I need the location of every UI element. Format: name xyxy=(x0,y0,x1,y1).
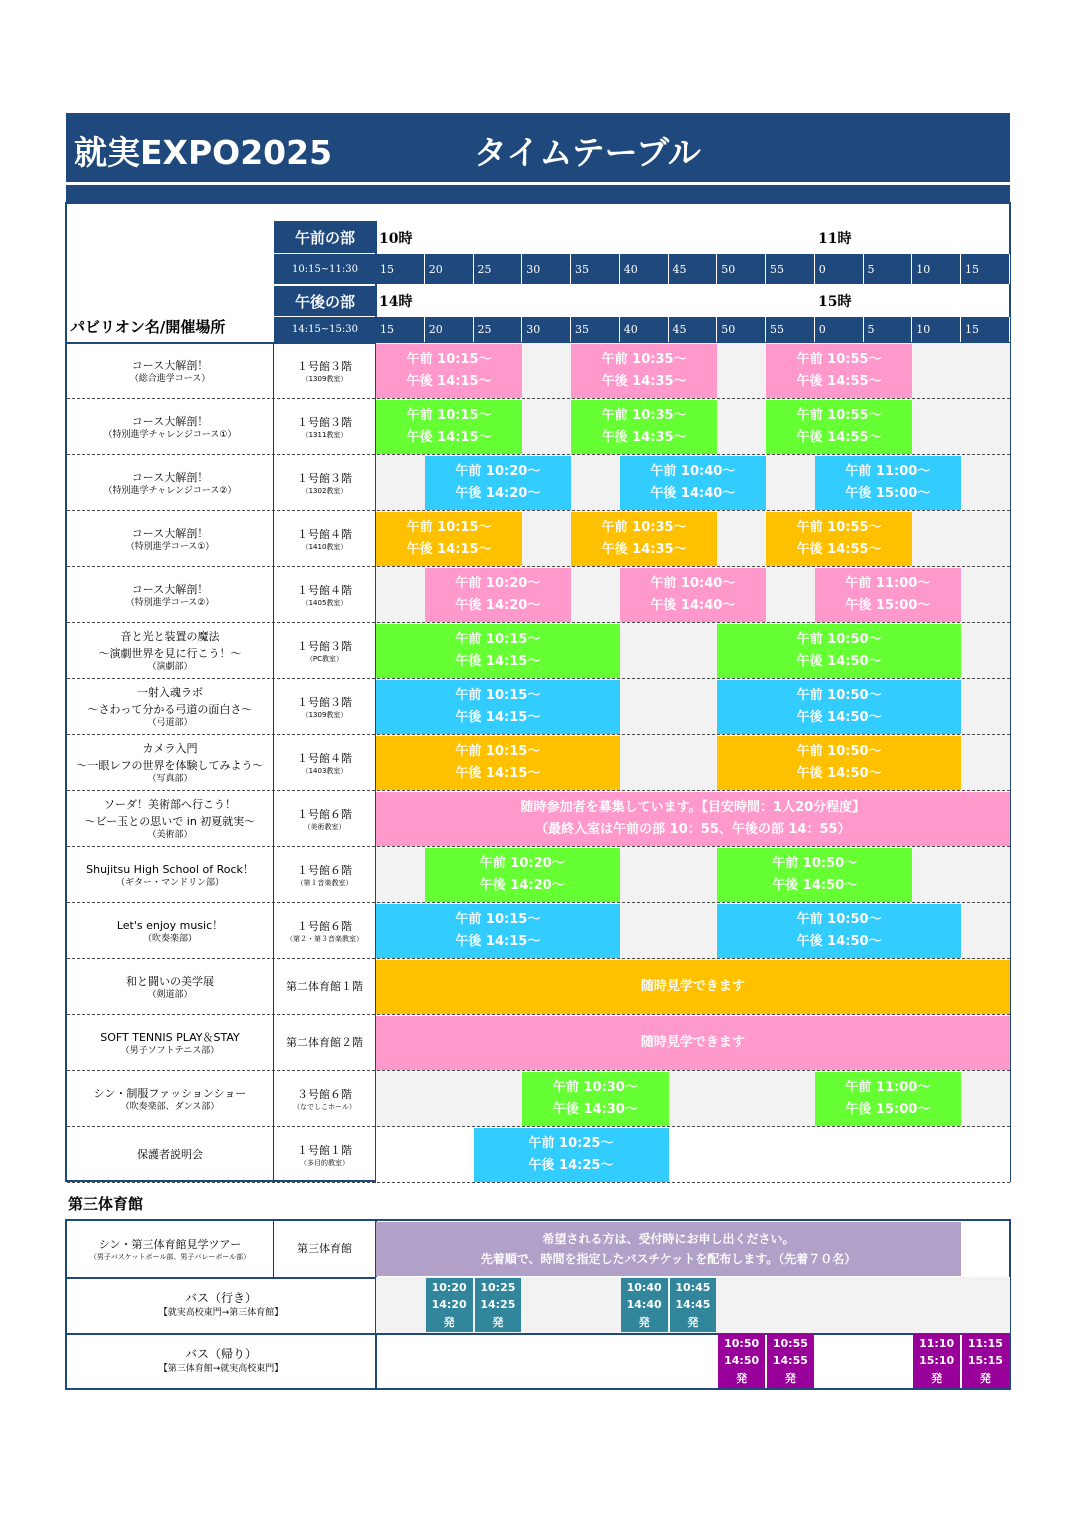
bus-ticket-line: 発 xyxy=(687,1315,699,1329)
venue-line: （多目的教室） xyxy=(300,1158,349,1167)
pavilion-name xyxy=(67,679,273,735)
session-slot[interactable] xyxy=(717,848,912,902)
bus-ticket-line: 15:15 xyxy=(967,1354,1003,1368)
session-slot-line: 午前 10:50～ xyxy=(772,855,858,871)
venue-line: １号館３階 xyxy=(297,695,352,709)
session-slot-line: 午後 14:15～ xyxy=(455,654,541,669)
session-slot[interactable] xyxy=(571,512,717,566)
pm-tick: 15 xyxy=(376,317,425,342)
venue-line: １号館３階 xyxy=(297,415,352,429)
session-slot-line: 午後 14:40～ xyxy=(650,486,736,501)
session-slot[interactable] xyxy=(376,792,1010,846)
tour-notice xyxy=(376,1222,961,1276)
am-hour-11: 11時 xyxy=(818,231,852,247)
bus-route: 【就実高校東門→第三体育館】 xyxy=(158,1308,284,1319)
pavilion-name-line: 和と闘いの美学展 xyxy=(126,974,214,988)
venue-line: 第二体育館１階 xyxy=(286,980,363,994)
am-tick: 20 xyxy=(425,254,474,284)
venue-line: （第２・第３音楽教室） xyxy=(286,934,363,943)
pm-tick: 5 xyxy=(864,317,913,342)
session-slot-line: 午後 14:25～ xyxy=(528,1158,614,1173)
venue xyxy=(274,567,375,623)
session-slot-line: 午後 14:50～ xyxy=(796,710,882,725)
session-slot[interactable] xyxy=(766,512,912,566)
am-tick: 15 xyxy=(961,254,1010,284)
venue xyxy=(274,1127,375,1183)
venue xyxy=(274,455,375,511)
pm-tick: 50 xyxy=(717,317,766,342)
session-slot-line: 午前 10:50～ xyxy=(796,631,882,647)
session-slot-line: 午前 11:00～ xyxy=(845,1079,931,1095)
pavilion-name-line: （吹奏楽部） xyxy=(142,933,197,944)
session-slot-line: 午後 14:15～ xyxy=(455,934,541,949)
venue-line: １号館３階 xyxy=(297,639,352,653)
pavilion-name-line: （特別進学チャレンジコース①） xyxy=(103,429,237,440)
session-slot-line: 随時見学できます xyxy=(640,978,745,994)
bus-ticket-slot[interactable] xyxy=(962,1334,1009,1388)
am-session-label: 午前の部 xyxy=(274,221,376,253)
pavilion-name-line: Let's enjoy music！ xyxy=(116,918,224,932)
bus-ticket-line: 14:50 xyxy=(724,1354,760,1368)
bus-ticket-line: 発 xyxy=(979,1371,991,1385)
am-tick: 40 xyxy=(620,254,669,284)
event-title: 就実EXPO2025 xyxy=(74,133,333,172)
session-slot[interactable] xyxy=(376,680,620,734)
session-slot-line: 午後 14:35～ xyxy=(601,430,687,445)
session-slot[interactable] xyxy=(766,400,912,454)
am-tick: 55 xyxy=(766,254,815,284)
bus-name: バス（行き） xyxy=(184,1290,257,1305)
bus-ticket-line: 11:10 xyxy=(919,1337,955,1351)
session-slot-line: 午後 15:00～ xyxy=(845,486,931,501)
pavilion-name-line: （剣道部） xyxy=(147,989,193,1000)
am-tick: 5 xyxy=(864,254,913,284)
am-tick: 0 xyxy=(815,254,864,284)
bus-ticket-slot[interactable] xyxy=(913,1334,960,1388)
session-slot-line: 午前 10:55～ xyxy=(796,407,882,423)
pavilion-name xyxy=(67,623,273,679)
session-slot-line: 午前 10:15～ xyxy=(406,407,492,423)
venue-line: 第二体育館２階 xyxy=(286,1036,363,1050)
venue xyxy=(274,1071,375,1127)
pavilion-name-line: ソーダ！美術部へ行こう！ xyxy=(104,798,236,812)
am-tick: 10 xyxy=(912,254,961,284)
pavilion-name-line: （特別進学コース①） xyxy=(125,541,215,552)
session-slot[interactable] xyxy=(376,736,620,790)
session-slot[interactable] xyxy=(717,736,961,790)
session-slot-line: 午後 14:15～ xyxy=(406,430,492,445)
pavilion-name-line: （演劇部） xyxy=(147,662,193,673)
session-slot-line: 午後 14:50～ xyxy=(796,934,882,949)
venue xyxy=(274,399,375,455)
title-bar xyxy=(66,113,1010,182)
pavilion-name xyxy=(67,455,273,511)
am-tick: 50 xyxy=(717,254,766,284)
pavilion-name-line: （写真部） xyxy=(147,774,193,785)
bus-ticket-line: 10:20 xyxy=(431,1281,467,1295)
row-divider xyxy=(67,1182,1010,1183)
bus-ticket-line: 14:25 xyxy=(480,1298,516,1312)
session-slot[interactable] xyxy=(522,1072,668,1126)
session-slot-line: 午後 14:20～ xyxy=(455,598,541,613)
session-slot[interactable] xyxy=(571,400,717,454)
venue xyxy=(274,903,375,959)
session-slot-line: 午後 14:55～ xyxy=(796,430,882,445)
pm-session-range: 14:15~15:30 xyxy=(274,317,376,342)
venue-line: １号館６階 xyxy=(297,919,352,933)
venue xyxy=(274,791,375,847)
session-slot[interactable] xyxy=(376,624,620,678)
pavilion-name-line: コース大解剖！ xyxy=(131,582,209,596)
pavilion-name-line: Shujitsu High School of Rock！ xyxy=(86,862,254,876)
session-slot-line: 午後 14:30～ xyxy=(552,1102,638,1117)
bus-ticket-line: 15:10 xyxy=(919,1354,955,1368)
session-slot[interactable] xyxy=(376,960,1010,1014)
session-slot-line: 午後 14:50～ xyxy=(796,654,882,669)
session-slot-line: 午前 11:00～ xyxy=(845,575,931,591)
session-slot[interactable] xyxy=(766,344,912,398)
venue xyxy=(274,847,375,903)
session-slot[interactable] xyxy=(717,904,961,958)
session-slot-line: 午後 14:15～ xyxy=(406,542,492,557)
session-slot-line: 午前 10:15～ xyxy=(455,631,541,647)
pavilion-name-line: （美術部） xyxy=(147,830,193,841)
title-strip xyxy=(66,185,1010,202)
section-title: 第三体育館 xyxy=(68,1195,144,1213)
pavilion-name-line: カメラ入門 xyxy=(142,742,198,756)
venue-line: （1309教室） xyxy=(301,710,348,719)
bus-ticket-slot[interactable] xyxy=(718,1334,765,1388)
pavilion-name xyxy=(67,399,273,455)
bus-ticket-slot[interactable] xyxy=(767,1334,814,1388)
venue-line: （1405教室） xyxy=(301,598,348,607)
session-slot-line: 午後 14:20～ xyxy=(455,486,541,501)
venue-line: （第１音楽教室） xyxy=(296,878,353,887)
venue-line: （1311教室） xyxy=(301,430,348,439)
pm-tick: 55 xyxy=(766,317,815,342)
session-slot-line: 午前 10:40～ xyxy=(650,463,736,479)
pavilion-name-line: （弓道部） xyxy=(147,718,193,729)
bus-ticket-slot[interactable] xyxy=(621,1278,668,1332)
venue-line: １号館４階 xyxy=(297,527,352,541)
venue-line: １号館４階 xyxy=(297,583,352,597)
pm-hour-14: 14時 xyxy=(379,294,413,310)
bus-ticket-line: 11:15 xyxy=(967,1337,1003,1351)
pavilion-name-line: ～演劇世界を見に行こう！～ xyxy=(98,647,242,661)
pavilion-name-line: シン・制服ファッションショー xyxy=(93,1086,247,1100)
venue-line: （1403教室） xyxy=(301,766,348,775)
pm-tick: 35 xyxy=(571,317,620,342)
bus-ticket-line: 発 xyxy=(784,1371,796,1385)
session-slot-line: 午前 11:00～ xyxy=(845,463,931,479)
bus-ticket-line: 10:50 xyxy=(724,1337,760,1351)
am-tick: 35 xyxy=(571,254,620,284)
pavilion-name-line: ～ビー玉との思いで in 初夏就実～ xyxy=(84,815,256,829)
pavilion-name-line: 音と光と装置の魔法 xyxy=(120,630,220,644)
venue-line: １号館６階 xyxy=(297,807,352,821)
session-slot[interactable] xyxy=(425,568,571,622)
session-slot-line: 午前 10:15～ xyxy=(406,519,492,535)
session-slot[interactable] xyxy=(620,456,766,510)
session-slot-line: 午前 10:40～ xyxy=(650,575,736,591)
pavilion-name xyxy=(67,1071,273,1127)
tour-notice-line: 先着順で、時間を指定したバスチケットを配布します。（先着７０名） xyxy=(480,1252,857,1266)
venue-line: （美術教室） xyxy=(303,822,346,831)
session-slot-line: 午前 10:55～ xyxy=(796,351,882,367)
pavilion-name-line: 一射入魂ラボ xyxy=(137,686,203,700)
session-slot[interactable] xyxy=(620,568,766,622)
venue-line: （1309教室） xyxy=(301,374,348,383)
pm-tick: 0 xyxy=(815,317,864,342)
venue-line: （1410教室） xyxy=(301,542,348,551)
pavilion-name xyxy=(67,791,273,847)
session-slot[interactable] xyxy=(376,344,522,398)
venue xyxy=(274,679,375,735)
session-slot-line: 午前 10:20～ xyxy=(455,575,541,591)
venue xyxy=(274,623,375,679)
venue-line: ３号館６階 xyxy=(297,1087,352,1101)
pavilion-name xyxy=(67,1127,273,1183)
pavilion-name xyxy=(67,567,273,623)
session-slot[interactable] xyxy=(376,400,522,454)
pavilion-name-line: （総合進学コース） xyxy=(129,373,211,384)
pm-tick: 15 xyxy=(961,317,1010,342)
pavilion-name xyxy=(67,903,273,959)
session-slot-line: 午後 14:40～ xyxy=(650,598,736,613)
am-session-range: 10:15~11:30 xyxy=(274,254,376,284)
pavilion-name-line: （特別進学コース②） xyxy=(125,597,215,608)
session-slot-line: 午後 14:15～ xyxy=(406,374,492,389)
session-slot[interactable] xyxy=(376,904,620,958)
pm-tick: 10 xyxy=(912,317,961,342)
session-slot[interactable] xyxy=(717,624,961,678)
bus-ticket-line: 発 xyxy=(736,1371,748,1385)
session-slot-line: 午後 14:35～ xyxy=(601,542,687,557)
pavilion-name-line: コース大解剖！ xyxy=(131,470,209,484)
session-slot-line: 午後 14:15～ xyxy=(455,766,541,781)
tour-notice-line: 希望される方は、受付時にお申し出ください。 xyxy=(542,1231,795,1246)
pm-session-label: 午後の部 xyxy=(274,286,376,316)
session-slot-line: 午後 14:50～ xyxy=(772,878,858,893)
session-slot-line: 午前 10:30～ xyxy=(552,1079,638,1095)
venue xyxy=(274,343,375,399)
session-slot[interactable] xyxy=(571,344,717,398)
pavilion-name-line: 保護者説明会 xyxy=(137,1148,203,1162)
session-slot[interactable] xyxy=(376,1016,1010,1070)
venue-line: １号館６階 xyxy=(297,863,352,877)
pavilion-name xyxy=(67,735,273,791)
pm-tick: 25 xyxy=(474,317,523,342)
venue-line: （PC教室） xyxy=(305,654,344,663)
bus-ticket-slot[interactable] xyxy=(670,1278,717,1332)
bus-name: バス（帰り） xyxy=(184,1346,257,1361)
bus-ticket-line: 14:55 xyxy=(772,1354,808,1368)
session-slot-line: 午前 10:50～ xyxy=(796,687,882,703)
bus-ticket-line: 発 xyxy=(931,1371,943,1385)
pm-tick: 30 xyxy=(522,317,571,342)
am-tick: 30 xyxy=(522,254,571,284)
pavilion-name xyxy=(67,343,273,399)
bus-ticket-line: 10:25 xyxy=(480,1281,516,1295)
venue xyxy=(274,511,375,567)
session-slot-line: （最終入室は午前の部 10：55、午後の部 14：55） xyxy=(535,822,851,837)
pavilion-name xyxy=(67,511,273,567)
venue-line: １号館３階 xyxy=(297,359,352,373)
session-slot-line: 随時参加者を募集しています。【目安時間：1人20分程度】 xyxy=(520,799,866,815)
tour-name xyxy=(67,1221,273,1277)
bus-ticket-line: 10:55 xyxy=(772,1337,808,1351)
session-slot-line: 午前 10:35～ xyxy=(601,519,687,535)
session-slot-line: 午前 10:15～ xyxy=(406,351,492,367)
bus-ticket-line: 14:45 xyxy=(675,1298,711,1312)
pavilion-name-line: コース大解剖！ xyxy=(131,414,209,428)
session-slot-line: 午後 14:55～ xyxy=(796,542,882,557)
session-slot-line: 午後 14:20～ xyxy=(479,878,565,893)
session-slot[interactable] xyxy=(815,456,961,510)
tour-name-line: シン・第三体育館見学ツアー xyxy=(98,1237,242,1251)
session-slot-line: 午前 10:50～ xyxy=(796,911,882,927)
session-slot-line: 午後 15:00～ xyxy=(845,1102,931,1117)
session-slot-line: 午前 10:35～ xyxy=(601,407,687,423)
session-slot-line: 午前 10:50～ xyxy=(796,743,882,759)
pavilion-name-line: SOFT TENNIS PLAY＆STAY xyxy=(100,1030,240,1044)
am-tick: 15 xyxy=(376,254,425,284)
session-slot-line: 午後 14:35～ xyxy=(601,374,687,389)
pavilion-name xyxy=(67,1015,273,1071)
page-title: タイムテーブル xyxy=(474,133,701,172)
session-slot-line: 午後 14:55～ xyxy=(796,374,882,389)
pm-hour-15: 15時 xyxy=(818,294,852,310)
bus-route: 【第三体育館→就実高校東門】 xyxy=(158,1364,284,1375)
bus-ticket-line: 発 xyxy=(492,1315,504,1329)
pavilion-name-line: ～一眼レフの世界を体験してみよう～ xyxy=(76,759,264,773)
bus-go-name xyxy=(67,1277,375,1333)
pavilion-name-line: コース大解剖！ xyxy=(131,526,209,540)
session-slot-line: 午後 14:50～ xyxy=(796,766,882,781)
pavilion-name-line: （吹奏楽部、ダンス部） xyxy=(120,1101,220,1112)
bus-ticket-line: 発 xyxy=(443,1315,455,1329)
tour-venue: 第三体育館 xyxy=(297,1242,352,1256)
session-slot-line: 随時見学できます xyxy=(640,1034,745,1050)
pavilion-name-line: （男子ソフトテニス部） xyxy=(120,1045,220,1056)
session-slot-line: 午後 15:00～ xyxy=(845,598,931,613)
session-slot-line: 午前 10:35～ xyxy=(601,351,687,367)
pavilion-name-line: （ギター・マンドリン部） xyxy=(116,877,224,888)
pavilion-name xyxy=(67,959,273,1015)
bus-ticket-line: 発 xyxy=(638,1315,650,1329)
session-slot-line: 午前 10:15～ xyxy=(455,911,541,927)
pavilion-header: パビリオン名/開催場所 xyxy=(70,318,226,336)
bus-ticket-line: 14:40 xyxy=(626,1298,662,1312)
am-tick: 45 xyxy=(669,254,718,284)
session-slot[interactable] xyxy=(425,848,620,902)
pavilion-name-line: ～さわって分かる弓道の面白さ～ xyxy=(87,703,253,717)
session-slot[interactable] xyxy=(425,456,571,510)
bus-ticket-slot[interactable] xyxy=(426,1278,473,1332)
row-bg xyxy=(376,1127,1010,1183)
pavilion-name xyxy=(67,847,273,903)
venue-line: １号館３階 xyxy=(297,471,352,485)
session-slot-line: 午前 10:25～ xyxy=(528,1135,614,1151)
session-slot[interactable] xyxy=(717,680,961,734)
bus-ticket-line: 10:40 xyxy=(626,1281,662,1295)
venue xyxy=(274,959,375,1015)
venue-line: （なでしこホール） xyxy=(293,1102,356,1111)
bus-ticket-line: 14:20 xyxy=(431,1298,467,1312)
pm-tick: 20 xyxy=(425,317,474,342)
session-slot[interactable] xyxy=(376,512,522,566)
venue xyxy=(274,1015,375,1071)
venue-line: １号館４階 xyxy=(297,751,352,765)
session-slot-line: 午後 14:15～ xyxy=(455,710,541,725)
venue xyxy=(274,735,375,791)
pm-tick: 45 xyxy=(669,317,718,342)
tour-name-line: （男子バスケットボール部、男子バレーボール部） xyxy=(89,1252,251,1261)
session-slot-line: 午前 10:15～ xyxy=(455,687,541,703)
session-slot-line: 午前 10:20～ xyxy=(455,463,541,479)
am-tick: 25 xyxy=(474,254,523,284)
venue-line: １号館１階 xyxy=(297,1143,352,1157)
am-hour-10: 10時 xyxy=(379,231,413,247)
session-slot[interactable] xyxy=(815,568,961,622)
session-slot[interactable] xyxy=(474,1128,669,1182)
bus-back-name xyxy=(67,1333,375,1389)
bus-ticket-slot[interactable] xyxy=(475,1278,522,1332)
pavilion-name-line: （特別進学チャレンジコース②） xyxy=(103,485,237,496)
pm-tick: 40 xyxy=(620,317,669,342)
session-slot-line: 午前 10:20～ xyxy=(479,855,565,871)
session-slot-line: 午前 10:55～ xyxy=(796,519,882,535)
pavilion-name-line: コース大解剖！ xyxy=(131,358,209,372)
session-slot-line: 午前 10:15～ xyxy=(455,743,541,759)
venue-line: （1302教室） xyxy=(301,486,348,495)
session-slot[interactable] xyxy=(815,1072,961,1126)
bus-ticket-line: 10:45 xyxy=(675,1281,711,1295)
